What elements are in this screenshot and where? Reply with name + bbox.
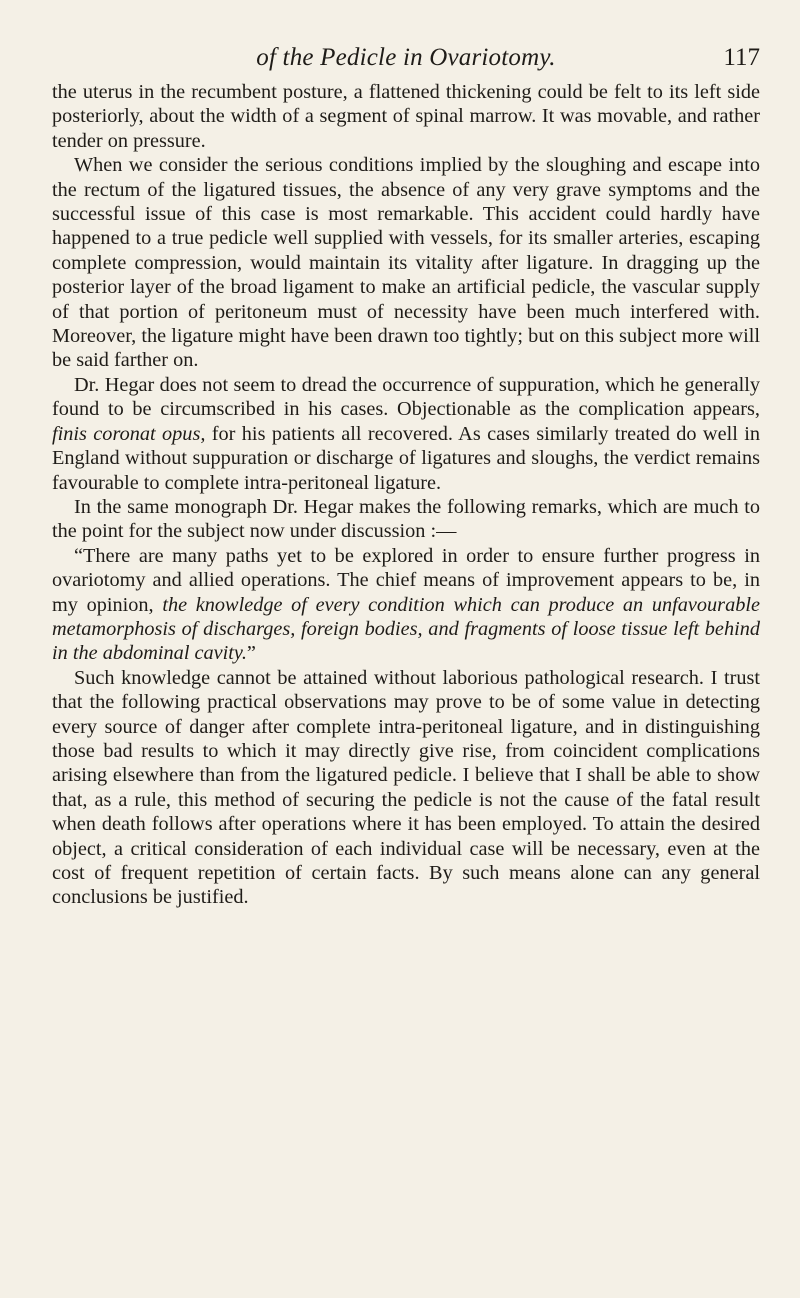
paragraph [52, 544, 760, 666]
body-text [52, 80, 760, 910]
paragraph [52, 80, 760, 153]
text-segment: Dr. Hegar does not seem to dread the occurrence of suppuration, which he generally found to be circumscribed in his cases. Objectionable as the complication appears, [52, 373, 760, 421]
text-segment: “There are many paths yet to be explored in order to ensure further progress in ovariotomy and allied operations. The chief means of improvement appears to be, in my opinion, [52, 544, 760, 616]
text-segment: When we consider the serious conditions implied by the sloughing and escape into the rectum of the ligatured tissues, the absence of any very grave symptoms and the successful issue of this case is most remarkable. This accident could hardly have happened to a true pedicle well supplied with vessels, for its smaller arteries, escaping complete compression, would maintain its vitality after ligature. In dragging up the posterior layer of the broad ligament to make an artificial pedicle, the vascular supply of that portion of peritoneum must of necessity have been much interfered with. Moreover, the ligature might have been drawn too tightly; but on this subject more will be said farther on. [52, 154, 760, 372]
text-segment: the uterus in the recumbent posture, a flattened thickening could be felt to its left side posteriorly, about the width of a segment of spinal marrow. It was movable, and rather tender on pressure. [52, 81, 760, 152]
italic-text: finis coronat opus, [52, 422, 206, 445]
page-number: 117 [723, 44, 760, 71]
running-title: of the Pedicle in Ovariotomy. [256, 44, 556, 71]
paragraph [52, 495, 760, 544]
text-segment: for his patients all recovered. As cases similarly treated do well in England without suppuration or discharge of ligatures and sloughs, the verdict remains favourable to complete intra-peritoneal ligature. [52, 422, 760, 494]
text-segment: In the same monograph Dr. Hegar makes the following remarks, which are much to the point for the subject now under discussion :— [52, 495, 760, 543]
paragraph [52, 373, 760, 495]
paragraph [52, 666, 760, 910]
page-header [52, 44, 760, 78]
italic-text: the knowledge of every condition which can produce an unfavourable metamorphosis of discharges, foreign bodies, and fragments of loose tissue left behind in the abdominal cavity. [52, 593, 760, 665]
paragraph [52, 153, 760, 373]
text-segment: ” [246, 642, 256, 665]
text-segment: Such knowledge cannot be attained without laborious pathological research. I trust that the following practical observations may prove to be of some value in detecting every source of danger after complete intra-peritoneal ligature, and in distinguishing those bad results to which it may directly give rise, from coincident complications arising elsewhere than from the ligatured pedicle. I believe that I shall be able to show that, as a rule, this method of securing the pedicle is not the cause of the fatal result when death follows after operations where it has been employed. To attain the desired object, a critical consideration of each individual case will be necessary, even at the cost of frequent repetition of certain facts. By such means alone can any general conclusions be justified. [52, 666, 760, 909]
